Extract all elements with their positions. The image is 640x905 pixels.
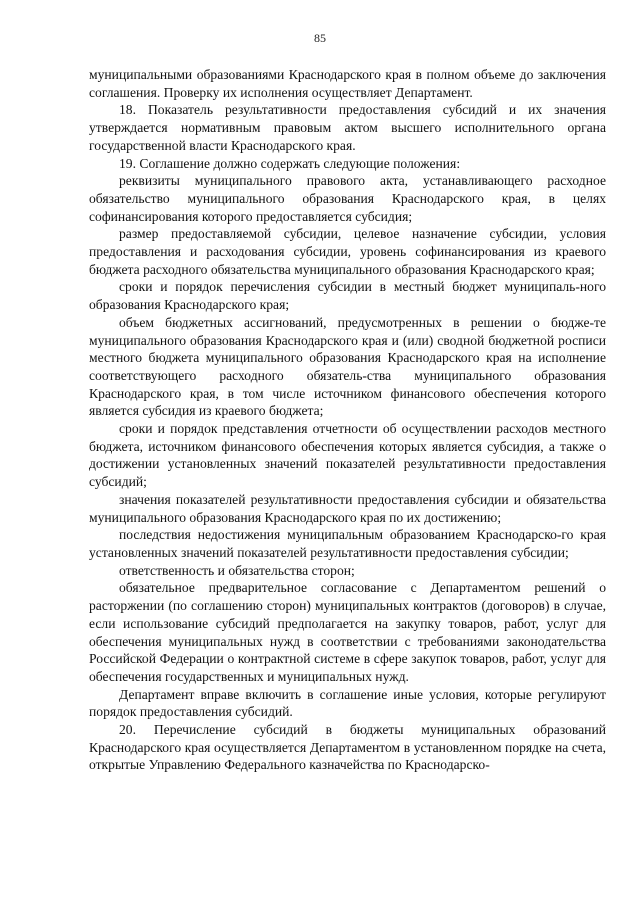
- list-item-transfer-terms: сроки и порядок перечисления субсидии в местный бюджет муниципаль-ного образования Краснодарского края;: [89, 279, 606, 313]
- list-item-consequences: последствия недостижения муниципальным образованием Краснодарско-го края установленных значений показателей результативности предоставления субсидии;: [89, 527, 606, 560]
- paragraph-continuation: муниципальными образованиями Краснодарского края в полном объеме до заключения соглашения. Проверку их исполнения осуществляет Департамент.: [89, 67, 606, 100]
- paragraph-department-conditions: Департамент вправе включить в соглашение иные условия, которые регулируют порядок предоставления субсидий.: [89, 686, 606, 720]
- list-item-contract-approval: обязательное предварительное согласование с Департаментом решений о расторжении (по соглашению сторон) муниципальных контрактов (договоров) в случае, если использование субсидий предполагается на закупку товаров, работ, услуг для обеспечения муниципальных нужд в соответствии с требованиями законодательства Российской Федерации о контрактной системе в сфере закупок товаров, работ, услуг для обеспечения государственных и муниципальных нужд.: [89, 580, 606, 684]
- list-item-subsidy-size: размер предоставляемой субсидии, целевое назначение субсидии, условия предоставления и расходования субсидии, уровень софинансирования из краевого бюджета расходного обязательства муниципального образования Краснодарского края;: [89, 226, 606, 277]
- paragraph-19: 19. Соглашение должно содержать следующие положения:: [119, 155, 461, 171]
- page-number: 85: [314, 31, 326, 45]
- list-item-budget-allocations: объем бюджетных ассигнований, предусмотренных в решении о бюдже-те муниципального образования Краснодарского края и (или) сводной бюджетной росписи местного бюджета муниципального образования Краснодарского края на исполнение соответствующего расходного обязатель-ства муниципального образования Краснодарского края, в том числе источником финансового обеспечения которого является субсидия из краевого бюджета;: [89, 314, 606, 419]
- paragraph-18: 18. Показатель результативности предоставления субсидий и их значения утверждается нормативным правовым актом высшего исполнительного органа государственной власти Краснодарского края.: [89, 102, 606, 153]
- list-item-requisites: реквизиты муниципального правового акта, устанавливающего расходное обязательство муниципального образования Краснодарского края, в целях софинансирования которого предоставляется субсидия;: [89, 173, 606, 224]
- page-body: [89, 66, 606, 774]
- list-item-reporting: сроки и порядок представления отчетности об осуществлении расходов местного бюджета, источником финансового обеспечения которых является субсидия, а также о достижении установленных значений показателей результативности предоставления субсидий;: [89, 421, 606, 490]
- list-item-indicator-values: значения показателей результативности предоставления субсидии и обязательства муниципального образования Краснодарского края по их достижению;: [89, 491, 606, 525]
- paragraph-20: 20. Перечисление субсидий в бюджеты муниципальных образований Краснодарского края осуществляется Департаментом в установленном порядке на счета, открытые Управлению Федерального казначейства по Краснодарско-: [89, 722, 606, 773]
- list-item-responsibility: ответственность и обязательства сторон;: [119, 562, 355, 578]
